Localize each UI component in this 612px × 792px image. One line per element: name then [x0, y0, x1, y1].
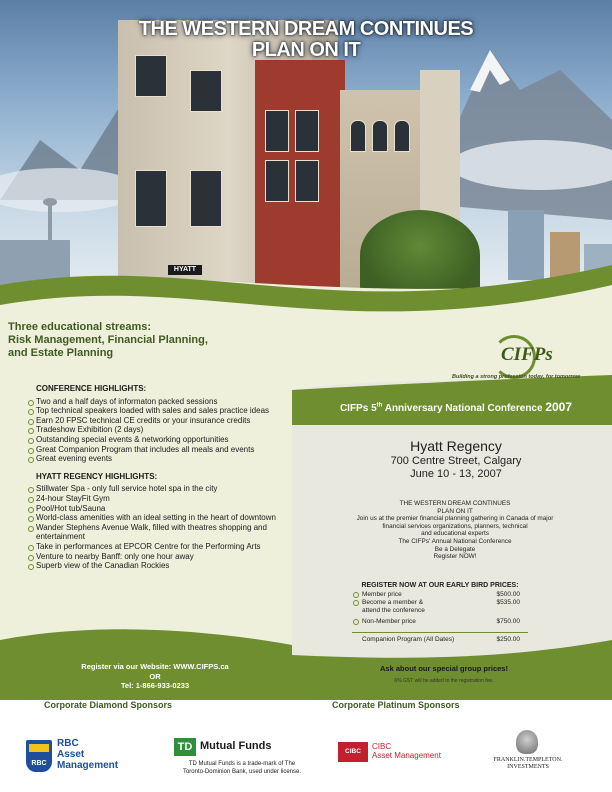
list-item: Top technical speakers loaded with sales and sales practice ideas: [28, 406, 280, 416]
streams-line3: and Estate Planning: [8, 347, 114, 359]
hero-title-line1: THE WESTERN DREAM CONTINUES: [138, 18, 474, 40]
venue-dates: June 10 - 13, 2007: [410, 468, 502, 480]
conference-title: CIFPs 5th Anniversary National Conference 2007: [339, 400, 573, 414]
list-item: Earn 20 FPSC technical CE credits or your insurance credits: [28, 416, 280, 426]
cibc-badge-icon: CIBC: [338, 742, 368, 762]
hyatt-highlights-heading: HYATT REGENCY HIGHLIGHTS:: [36, 471, 158, 481]
register-website-link[interactable]: Register via our Website: WWW.CIFPS.ca: [81, 662, 229, 671]
educational-streams: [8, 321, 278, 360]
td-logo-icon: TD: [174, 738, 196, 756]
conference-highlights-heading: CONFERENCE HIGHLIGHTS:: [36, 384, 147, 393]
diamond-sponsors-heading: Corporate Diamond Sponsors: [44, 700, 173, 710]
list-item: Venture to nearby Banff: only one hour away: [28, 552, 280, 562]
list-item: Outstanding special events & networking opportunities: [28, 435, 280, 445]
list-item: Great evening events: [28, 454, 280, 464]
price-row-nonmember: Non-Member price $750.00: [352, 618, 528, 626]
list-item: Great Companion Program that includes all meals and events: [28, 445, 280, 455]
rbc-shield-icon: RBC: [26, 740, 52, 772]
td-mutual-funds-logo: TD Mutual Funds TD Mutual Funds is a trade-mark of The Toronto-Dominion Bank, used under license.: [162, 738, 332, 784]
price-row-member: Member price $500.00: [352, 591, 528, 599]
franklin-portrait-icon: [516, 730, 538, 754]
cifps-tagline: Building a strong profession today, for tomorrow: [452, 374, 581, 380]
list-item: Pool/Hot tub/Sauna: [28, 504, 280, 514]
venue-address: 700 Centre Street, Calgary: [390, 455, 522, 467]
register-info: Register via our Website: WWW.CIFPS.ca OR Tel: 1-866-933-0233: [60, 662, 250, 691]
list-item: World-class amenities with an ideal setting in the heart of downtown: [28, 513, 280, 523]
cifps-logo-text: CIFPs: [501, 344, 553, 365]
group-prices-note: Ask about our special group prices!: [380, 664, 508, 673]
venue-block: [300, 438, 612, 480]
register-phone: Tel: 1-866-933-0233: [120, 681, 190, 690]
storefront-sign: HYATT: [168, 265, 202, 275]
bullet-icon: [353, 592, 359, 598]
conference-blurb: THE WESTERN DREAM CONTINUES PLAN ON IT Join us at the premier financial planning gathering in Canada of major financial services organizations, planners, technical and educational experts The CIFPs' Annual National Conference Be a Delegate Register NOW!: [356, 500, 554, 561]
pricing-heading: REGISTER NOW AT OUR EARLY BIRD PRICES:: [361, 582, 519, 589]
bullet-icon: [353, 619, 359, 625]
rbc-logo: RBC RBC Asset Management: [26, 738, 146, 778]
hero-title-line2: PLAN ON IT: [251, 39, 361, 61]
conference-highlights-list: [28, 397, 280, 464]
list-item: Wander Stephens Avenue Walk, filled with theatres shopping and entertainment: [28, 523, 280, 542]
streams-line2: Risk Management, Financial Planning,: [8, 334, 208, 346]
bullet-icon: [353, 600, 359, 606]
hyatt-highlights-list: [28, 484, 280, 570]
streams-line1: Three educational streams:: [8, 321, 152, 333]
franklin-templeton-logo: FRANKLIN.TEMPLETON. INVESTMENTS: [478, 730, 588, 780]
price-row-become-member: Become a member & $535.00: [352, 599, 528, 607]
platinum-sponsors-heading: Corporate Platinum Sponsors: [332, 700, 460, 710]
highlights-panel: [28, 384, 280, 579]
gst-note: 6% GST will be added to the registration fee.: [394, 678, 494, 684]
list-item: Two and a half days of informaton packed sessions: [28, 397, 280, 407]
pricing-box: REGISTER NOW AT OUR EARLY BIRD PRICES: Member price $500.00 Become a member & $535.00 attend the conference Non-Member price $750.00 Companion Program (All Dates) $250.00: [352, 582, 528, 644]
list-item: 24-hour StayFit Gym: [28, 494, 280, 504]
list-item: Stillwater Spa - only full service hotel spa in the city: [28, 484, 280, 494]
cibc-logo: CIBC CIBC Asset Management: [338, 742, 458, 772]
venue-name: Hyatt Regency: [410, 438, 502, 454]
price-row-companion: Companion Program (All Dates) $250.00: [362, 636, 520, 643]
list-item: Superb view of the Canadian Rockies: [28, 561, 280, 571]
list-item: Tradeshow Exhibition (2 days): [28, 425, 280, 435]
list-item: Take in performances at EPCOR Centre for the Performing Arts: [28, 542, 280, 552]
